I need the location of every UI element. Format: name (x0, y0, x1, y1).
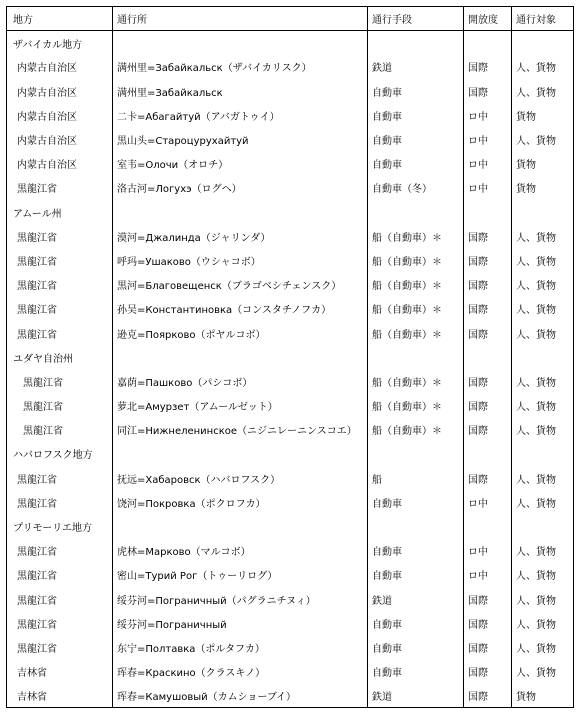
crossing-row (7, 152, 574, 176)
crossing-row (7, 369, 574, 393)
crossing-row (7, 321, 574, 345)
crossing-cell: 饶河=Покровка（ポクロフカ） (113, 490, 368, 514)
crossing-cell: 绥芬河=Пограничный（パグラニチヌィ） (113, 587, 368, 611)
transport-cell: 船（自動車）＊ (368, 248, 464, 272)
openness-cell: 国際 (464, 273, 512, 297)
crossing-row (7, 539, 574, 563)
transport-cell: 自動車 (368, 152, 464, 176)
openness-cell: 国際 (464, 55, 512, 79)
transport-cell: 自動車（冬） (368, 176, 464, 200)
openness-cell: 国際 (464, 248, 512, 272)
empty-cell (464, 345, 512, 369)
empty-cell (464, 514, 512, 538)
crossing-row (7, 635, 574, 659)
province-cell: 内蒙古自治区 (7, 103, 113, 127)
crossing-row (7, 176, 574, 200)
openness-cell: 国際 (464, 635, 512, 659)
target-cell: 人、貨物 (512, 563, 574, 587)
target-cell: 人、貨物 (512, 55, 574, 79)
province-cell: 内蒙古自治区 (7, 127, 113, 151)
openness-cell: 国際 (464, 587, 512, 611)
target-cell: 人、貨物 (512, 466, 574, 490)
target-cell: 人、貨物 (512, 394, 574, 418)
target-cell: 人、貨物 (512, 490, 574, 514)
target-cell: 貨物 (512, 152, 574, 176)
target-cell: 人、貨物 (512, 127, 574, 151)
province-cell: 吉林省 (7, 660, 113, 684)
openness-cell: ロ中 (464, 127, 512, 151)
target-cell: 人、貨物 (512, 418, 574, 442)
empty-cell (512, 345, 574, 369)
target-cell: 人、貨物 (512, 660, 574, 684)
target-cell: 人、貨物 (512, 297, 574, 321)
province-cell: 黒龍江省 (7, 394, 113, 418)
openness-cell: 国際 (464, 79, 512, 103)
openness-cell: 国際 (464, 394, 512, 418)
target-cell: 人、貨物 (512, 79, 574, 103)
transport-cell: 鉄道 (368, 55, 464, 79)
crossing-row (7, 611, 574, 635)
target-cell: 人、貨物 (512, 273, 574, 297)
openness-cell: ロ中 (464, 103, 512, 127)
transport-cell: 船（自動車）＊ (368, 273, 464, 297)
empty-cell (113, 514, 368, 538)
empty-cell (512, 31, 574, 55)
target-cell: 人、貨物 (512, 587, 574, 611)
province-cell: 内蒙古自治区 (7, 152, 113, 176)
transport-cell: 自動車 (368, 103, 464, 127)
target-cell: 人、貨物 (512, 321, 574, 345)
header-region: 地方 (7, 7, 113, 31)
empty-cell (368, 514, 464, 538)
empty-cell (113, 345, 368, 369)
empty-cell (368, 442, 464, 466)
crossing-row (7, 79, 574, 103)
header-openness: 開放度 (464, 7, 512, 31)
target-cell: 貨物 (512, 684, 574, 708)
openness-cell: ロ中 (464, 539, 512, 563)
crossing-row (7, 490, 574, 514)
crossing-cell: 嘉荫=Пашково（パシコボ） (113, 369, 368, 393)
header-target: 通行対象 (512, 7, 574, 31)
transport-cell: 船（自動車）＊ (368, 369, 464, 393)
openness-cell: ロ中 (464, 563, 512, 587)
header-row (7, 7, 574, 31)
province-cell: 黒龍江省 (7, 490, 113, 514)
province-cell: 黒龍江省 (7, 273, 113, 297)
transport-cell: 船（自動車）＊ (368, 224, 464, 248)
empty-cell (464, 442, 512, 466)
province-cell: 黒龍江省 (7, 321, 113, 345)
openness-cell: 国際 (464, 611, 512, 635)
transport-cell: 自動車 (368, 79, 464, 103)
transport-cell: 自動車 (368, 563, 464, 587)
target-cell: 人、貨物 (512, 248, 574, 272)
crossing-row (7, 418, 574, 442)
empty-cell (113, 442, 368, 466)
empty-cell (464, 200, 512, 224)
crossing-cell: 虎林=Марково（マルコボ） (113, 539, 368, 563)
crossing-row (7, 394, 574, 418)
crossing-cell: 二卡=Абагайтуй（アバガトゥイ） (113, 103, 368, 127)
target-cell: 人、貨物 (512, 369, 574, 393)
openness-cell: 国際 (464, 418, 512, 442)
province-cell: 黒龍江省 (7, 224, 113, 248)
crossing-cell: 漠河=Джалинда（ジャリンダ） (113, 224, 368, 248)
crossing-row (7, 684, 574, 708)
transport-cell: 船 (368, 466, 464, 490)
crossing-cell: 绥芬河=Пограничный (113, 611, 368, 635)
target-cell: 人、貨物 (512, 539, 574, 563)
crossing-row (7, 466, 574, 490)
crossing-row (7, 660, 574, 684)
crossing-cell: 抚远=Хабаровск（ハバロフスク） (113, 466, 368, 490)
region-row (7, 31, 574, 55)
openness-cell: 国際 (464, 224, 512, 248)
crossing-cell: 逊克=Поярково（ポヤルコボ） (113, 321, 368, 345)
transport-cell: 自動車 (368, 660, 464, 684)
region-label: ザバイカル地方 (7, 31, 113, 55)
empty-cell (512, 442, 574, 466)
target-cell: 人、貨物 (512, 224, 574, 248)
province-cell: 黒龍江省 (7, 539, 113, 563)
target-cell: 人、貨物 (512, 611, 574, 635)
province-cell: 黒龍江省 (7, 418, 113, 442)
region-label: アムール州 (7, 200, 113, 224)
empty-cell (113, 200, 368, 224)
region-label: ユダヤ自治州 (7, 345, 113, 369)
province-cell: 黒龍江省 (7, 563, 113, 587)
transport-cell: 船（自動車）＊ (368, 321, 464, 345)
header-transport: 通行手段 (368, 7, 464, 31)
transport-cell: 鉄道 (368, 587, 464, 611)
openness-cell: ロ中 (464, 490, 512, 514)
openness-cell: ロ中 (464, 152, 512, 176)
transport-cell: 船（自動車）＊ (368, 394, 464, 418)
empty-cell (368, 31, 464, 55)
crossing-row (7, 55, 574, 79)
transport-cell: 自動車 (368, 635, 464, 659)
region-row (7, 200, 574, 224)
openness-cell: 国際 (464, 660, 512, 684)
empty-cell (113, 31, 368, 55)
province-cell: 黒龍江省 (7, 369, 113, 393)
crossing-row (7, 127, 574, 151)
crossing-cell: 黒河=Благовещенск（ブラゴベシチェンスク） (113, 273, 368, 297)
crossing-cell: 东宁=Полтавка（ポルタフカ） (113, 635, 368, 659)
empty-cell (368, 345, 464, 369)
target-cell: 貨物 (512, 103, 574, 127)
target-cell: 貨物 (512, 176, 574, 200)
crossing-row (7, 273, 574, 297)
crossing-cell: 黒山头=Староцурухайтуй (113, 127, 368, 151)
crossing-cell: 室韦=Олочи（オロチ） (113, 152, 368, 176)
crossing-cell: 萝北=Амурзет（アムールゼット） (113, 394, 368, 418)
openness-cell: ロ中 (464, 176, 512, 200)
transport-cell: 自動車 (368, 490, 464, 514)
region-row (7, 514, 574, 538)
crossing-row (7, 248, 574, 272)
header-crossing: 通行所 (113, 7, 368, 31)
empty-cell (368, 200, 464, 224)
province-cell: 黒龍江省 (7, 587, 113, 611)
openness-cell: 国際 (464, 321, 512, 345)
province-cell: 黒龍江省 (7, 611, 113, 635)
province-cell: 内蒙古自治区 (7, 79, 113, 103)
province-cell: 黒龍江省 (7, 466, 113, 490)
region-label: プリモーリエ地方 (7, 514, 113, 538)
openness-cell: 国際 (464, 369, 512, 393)
transport-cell: 自動車 (368, 611, 464, 635)
crossing-cell: 洛古河=Логухэ（ログヘ） (113, 176, 368, 200)
crossing-row (7, 587, 574, 611)
empty-cell (512, 200, 574, 224)
transport-cell: 鉄道 (368, 684, 464, 708)
openness-cell: 国際 (464, 466, 512, 490)
crossing-cell: 满州里=Забайкальск（ザバイカリスク） (113, 55, 368, 79)
province-cell: 内蒙古自治区 (7, 55, 113, 79)
province-cell: 吉林省 (7, 684, 113, 708)
target-cell: 人、貨物 (512, 635, 574, 659)
region-label: ハバロフスク地方 (7, 442, 113, 466)
crossing-cell: 同江=Нижнеленинское（ニジニレーニンスコエ） (113, 418, 368, 442)
empty-cell (512, 514, 574, 538)
crossing-row (7, 103, 574, 127)
region-row (7, 345, 574, 369)
crossing-cell: 珲春=Краскино（クラスキノ） (113, 660, 368, 684)
openness-cell: 国際 (464, 684, 512, 708)
openness-cell: 国際 (464, 297, 512, 321)
transport-cell: 自動車 (368, 539, 464, 563)
region-row (7, 442, 574, 466)
crossing-cell: 珲春=Камушовый（カムショーブイ） (113, 684, 368, 708)
crossing-cell: 密山=Турий Рог（トゥーリログ） (113, 563, 368, 587)
empty-cell (464, 31, 512, 55)
province-cell: 黒龍江省 (7, 248, 113, 272)
transport-cell: 船（自動車）＊ (368, 297, 464, 321)
transport-cell: 船（自動車）＊ (368, 418, 464, 442)
crossing-row (7, 563, 574, 587)
province-cell: 黒龍江省 (7, 635, 113, 659)
crossing-row (7, 224, 574, 248)
crossing-cell: 孙吴=Константиновка（コンスタチノフカ） (113, 297, 368, 321)
transport-cell: 自動車 (368, 127, 464, 151)
province-cell: 黒龍江省 (7, 297, 113, 321)
border-crossings-table (6, 6, 574, 708)
crossing-cell: 满州里=Забайкальск (113, 79, 368, 103)
crossing-cell: 呼玛=Ушаково（ウシャコボ） (113, 248, 368, 272)
crossing-row (7, 297, 574, 321)
province-cell: 黒龍江省 (7, 176, 113, 200)
